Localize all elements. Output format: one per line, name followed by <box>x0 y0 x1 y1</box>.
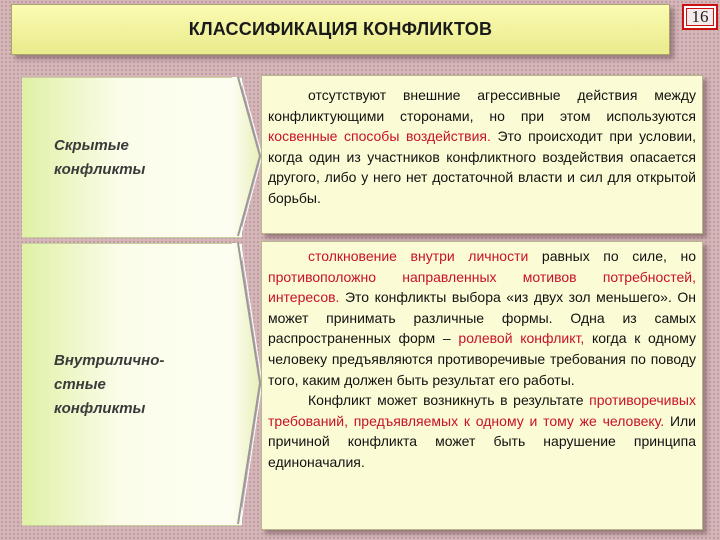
highlighted-phrase: косвенные способы воздействия. <box>268 128 491 144</box>
description-paragraph <box>268 246 696 390</box>
label-line-3: конфликты <box>54 399 146 417</box>
page-title: КЛАССИФИКАЦИЯ КОНФЛИКТОВ <box>188 19 493 39</box>
label-intrapersonal-conflicts <box>22 243 242 526</box>
highlighted-phrase: противоречивых требований, предъявляемых к одному и тому же человеку. <box>268 392 696 429</box>
description-intrapersonal-conflicts-text <box>268 246 696 473</box>
highlighted-phrase: противоположно направленных мотивов потребностей, интересов. <box>268 268 696 306</box>
text-run: равных по силе, но <box>528 248 696 264</box>
text-run: Это конфликты выбора «из двух зол меньшего». Он может принимать различные формы. Одна из самых распространенных форм – <box>268 289 696 347</box>
highlighted-phrase: ролевой конфликт, <box>458 330 585 347</box>
description-hidden-conflicts <box>261 75 703 234</box>
chevron-arrow-row2 <box>232 243 262 524</box>
page-number: 16 <box>682 4 718 30</box>
text-run: отсутствуют внешние агрессивные действия между конфликтующими сторонами, но при этом используются <box>268 87 696 124</box>
text-run: Это происходит при условии, когда один из участников конфликтного воздействия опасается другого, либо у него нет достаточной власти и сил для открытой борьбы. <box>268 128 697 206</box>
description-paragraph <box>268 390 696 472</box>
description-paragraph <box>268 85 696 208</box>
label-hidden-conflicts <box>22 77 242 238</box>
label-intrapersonal-conflicts-text <box>54 349 232 421</box>
label-hidden-conflicts-line: Скрытые конфликты <box>54 136 146 178</box>
title-banner <box>11 4 670 55</box>
text-run: Конфликт может возникнуть в результате <box>308 392 590 409</box>
label-hidden-conflicts-text <box>54 134 232 182</box>
label-line-2: стные <box>54 375 106 393</box>
description-intrapersonal-conflicts <box>261 241 703 530</box>
label-line-1: Внутриличнo- <box>54 351 165 369</box>
text-run: Или причиной конфликта может быть нарушение принципа единоначалия. <box>268 412 696 470</box>
text-run: когда к одному человеку предъявляются противоречивые требования по поводу того, каким должен быть результат его работы. <box>268 330 696 388</box>
description-hidden-conflicts-text <box>268 85 696 208</box>
highlighted-phrase: столкновение внутри личности <box>308 248 529 264</box>
chevron-arrow-row1 <box>232 77 262 236</box>
